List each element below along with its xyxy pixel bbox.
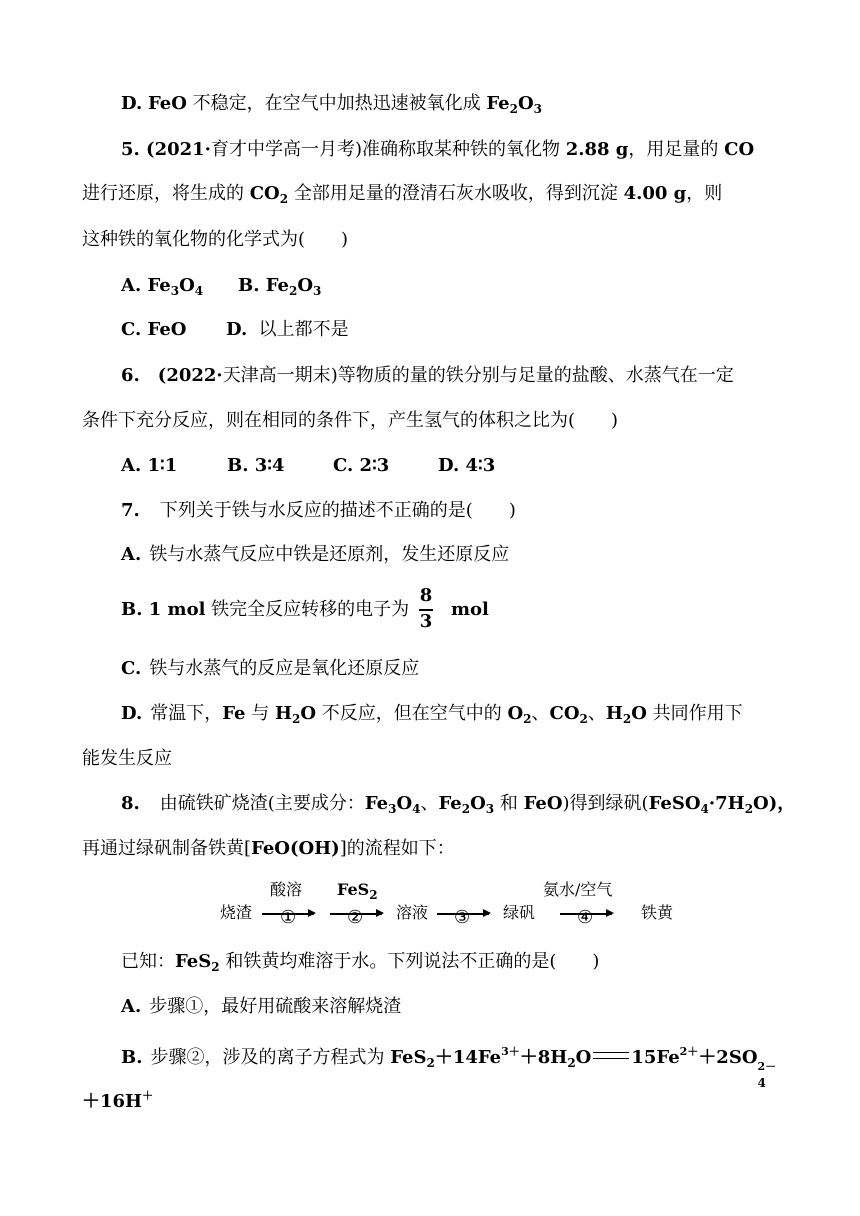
q5-option-c <box>121 318 186 342</box>
option-label: A. <box>121 544 142 565</box>
text: )等物质的量的铁分别与足量的盐酸、水蒸气在一定 <box>330 365 734 386</box>
flow-node-iron-yellow: 铁黄 <box>641 903 674 922</box>
text: 不稳定，在空气中加热迅速被氧化成 <box>186 93 487 114</box>
flow-node-green-vitriol: 绿矾 <box>503 903 536 922</box>
text: ，则 <box>686 183 723 204</box>
subscript: 2 <box>461 802 471 816</box>
subscript: 2 <box>744 802 754 816</box>
option-label: A. <box>121 275 148 296</box>
formula: ＋8H <box>519 1047 568 1068</box>
text: 由硫铁矿烧渣(主要成分： <box>159 793 365 814</box>
option-label: C. FeO <box>121 319 187 340</box>
q6-option-c <box>333 454 389 478</box>
formula: CO <box>549 703 580 724</box>
formula: ＋2SO <box>698 1047 758 1068</box>
subscript: 3 <box>533 102 543 116</box>
formula: H <box>274 703 292 724</box>
formula: O <box>179 275 195 296</box>
option-text: 以上都不是 <box>247 319 349 340</box>
q8-option-a <box>121 995 401 1019</box>
question-number: 6. <box>121 365 140 386</box>
q6-line-1 <box>121 364 734 388</box>
q6-line-2 <box>82 409 618 433</box>
question-source: 天津高一期末 <box>222 365 331 386</box>
flow-reagent-acid: 酸溶 <box>270 880 303 899</box>
question-number: 8. <box>121 793 140 814</box>
formula: O <box>575 1047 592 1068</box>
ionic-equation <box>390 1045 777 1090</box>
unit: mol <box>451 599 489 620</box>
formula: O)， <box>753 793 796 814</box>
subscript: 2 <box>509 102 518 116</box>
q8-line-1 <box>121 792 795 821</box>
question-source: 育才中学高一月考 <box>210 139 355 160</box>
formula: Fe <box>147 275 171 296</box>
text: 和 <box>494 793 524 814</box>
mass-value: 4.00 g <box>623 183 687 204</box>
question-number: 7. <box>121 500 140 521</box>
option-label: B. <box>238 275 266 296</box>
option-text: 铁完全反应转移的电子为 <box>205 599 410 620</box>
text: 共同作用下 <box>646 703 743 724</box>
formula: CO <box>249 183 280 204</box>
subscript: 2 <box>279 192 289 206</box>
subscript: 4 <box>700 802 709 816</box>
option-text: 步骤②，涉及的离子方程式为 <box>150 1047 391 1068</box>
step-marker-1: ① <box>280 907 297 928</box>
formula: FeS <box>175 951 212 972</box>
q8-option-b-line-2 <box>82 1084 153 1114</box>
question-year: (2022· <box>157 365 223 386</box>
text: 进行还原，将生成的 <box>82 183 250 204</box>
formula: ＋16H <box>82 1091 143 1112</box>
formula: O <box>297 275 314 296</box>
superscript: 2＋ <box>679 1045 699 1058</box>
option-label: B. 1 mol <box>121 599 206 620</box>
option-c: C. 2∶3 <box>333 455 390 476</box>
formula: O <box>517 93 534 114</box>
text: 与 <box>245 703 275 724</box>
formula: ＋14Fe <box>434 1047 502 1068</box>
superscript: 3＋ <box>501 1045 520 1058</box>
option-label: A. <box>121 996 142 1017</box>
option-label: B. <box>121 1047 143 1068</box>
option-d: D. 4∶3 <box>438 455 496 476</box>
flow-node-solution: 溶液 <box>396 903 429 922</box>
text: )准确称取某种铁的氧化物 <box>354 139 566 160</box>
text: 这种铁的氧化物的化学式为( ) <box>82 229 349 250</box>
q6-option-b <box>227 454 284 478</box>
formula: O <box>507 703 524 724</box>
formula: Fe <box>364 793 389 814</box>
formula: FeS <box>390 1047 427 1068</box>
text: 条件下充分反应，则在相同的条件下，产生氢气的体积之比为( ) <box>82 410 619 431</box>
q5-option-b <box>238 274 321 303</box>
text: 下列关于铁与水反应的描述不正确的是( ) <box>159 500 516 521</box>
flow-reagent-ammonia-air: 氨水/空气 <box>543 880 613 899</box>
subscript: 3 <box>313 284 322 298</box>
q5-option-d <box>226 318 349 342</box>
text: 常温下， <box>150 703 223 724</box>
q5-line-1 <box>121 138 754 162</box>
option-label: D. <box>121 93 143 114</box>
subscript: 2 <box>579 712 588 726</box>
step-marker-4: ④ <box>577 907 594 928</box>
option-b: B. 3∶4 <box>227 455 285 476</box>
subscript: 3 <box>485 802 495 816</box>
subscript: 2 <box>523 712 532 726</box>
formula: O <box>470 793 486 814</box>
q5-line-3 <box>82 228 348 252</box>
subscript: 2 <box>369 888 378 902</box>
option-text: 铁与水蒸气反应中铁是还原剂，发生还原反应 <box>149 544 510 565</box>
q7-option-d <box>121 702 743 731</box>
formula: FeSO <box>648 793 701 814</box>
subscript: 3 <box>170 284 180 298</box>
text: 全部用足量的澄清石灰水吸收，得到沉淀 <box>288 183 624 204</box>
step-marker-2: ② <box>347 907 364 928</box>
option-text: 铁与水蒸气的反应是氧化还原反应 <box>149 658 420 679</box>
formula: Fe <box>265 275 289 296</box>
q5-line-2 <box>82 182 722 211</box>
formula: FeO <box>523 793 563 814</box>
q7-option-d-line-2 <box>82 747 172 771</box>
text: 能发生反应 <box>82 748 172 769</box>
option-label: D. <box>226 319 248 340</box>
text: 再通过绿矾制备铁黄[ <box>82 838 252 859</box>
formula: H <box>605 703 623 724</box>
option-text: 步骤①，最好用硫酸来溶解烧渣 <box>149 996 402 1017</box>
q6-option-d <box>438 454 495 478</box>
superscript: ＋ <box>142 1089 154 1102</box>
text: 不反应，但在空气中的 <box>316 703 508 724</box>
subscript: 2 <box>567 1056 576 1070</box>
q7-option-b <box>121 598 409 622</box>
q6-option-a <box>121 454 177 478</box>
flow-node-slag: 烧渣 <box>220 903 253 922</box>
text: 和铁黄均难溶于水。下列说法不正确的是( ) <box>219 951 600 972</box>
option-label: D. <box>121 703 143 724</box>
text: 、 <box>587 703 606 724</box>
mass-value: 2.88 g <box>565 139 629 160</box>
formula: Fe <box>438 793 462 814</box>
q8-known <box>121 950 599 979</box>
fraction-denominator: 3 <box>419 611 433 632</box>
question-number: 5. (2021· <box>121 139 211 160</box>
option-label: C. <box>121 658 142 679</box>
option-a: A. 1∶1 <box>121 455 178 476</box>
superscript: 2－ <box>757 1060 777 1073</box>
subscript: 3 <box>388 802 397 816</box>
formula: O <box>300 703 316 724</box>
step-marker-3: ③ <box>454 907 471 928</box>
text: )得到绿矾( <box>562 793 649 814</box>
formula: O <box>631 703 647 724</box>
text: 、 <box>531 703 550 724</box>
formula: FeS <box>337 880 370 899</box>
flow-reagent-fes2 <box>337 880 378 905</box>
double-line-equals <box>593 1052 629 1059</box>
q5-option-a <box>121 274 203 303</box>
subscript: 2 <box>291 712 301 726</box>
formula: ·7H <box>708 793 745 814</box>
q4-option-d <box>121 92 542 121</box>
subscript: 4 <box>194 284 204 298</box>
q8-line-2 <box>82 837 455 861</box>
formula: O <box>396 793 413 814</box>
text: ]的流程如下： <box>339 838 455 859</box>
subscript: 2 <box>211 960 220 974</box>
formula: Fe <box>222 703 246 724</box>
subscript: 4 <box>412 802 421 816</box>
subscript: 4 <box>757 1076 766 1090</box>
formula: 15Fe <box>631 1047 680 1068</box>
formula: Fe <box>486 93 510 114</box>
subscript: 2 <box>289 284 298 298</box>
q8-option-b <box>121 1040 777 1090</box>
q7-option-c <box>121 657 419 681</box>
formula: CO <box>724 139 755 160</box>
q7-stem <box>121 499 516 523</box>
fraction-numerator: 8 <box>419 585 433 606</box>
subscript: 2 <box>622 712 632 726</box>
formula: FeO(OH) <box>251 838 340 859</box>
formula: FeO <box>147 93 187 114</box>
q7-option-a <box>121 543 509 567</box>
text: 已知： <box>121 951 175 972</box>
text: 、 <box>420 793 439 814</box>
subscript: 2 <box>426 1056 435 1070</box>
text: ，用足量的 <box>628 139 725 160</box>
